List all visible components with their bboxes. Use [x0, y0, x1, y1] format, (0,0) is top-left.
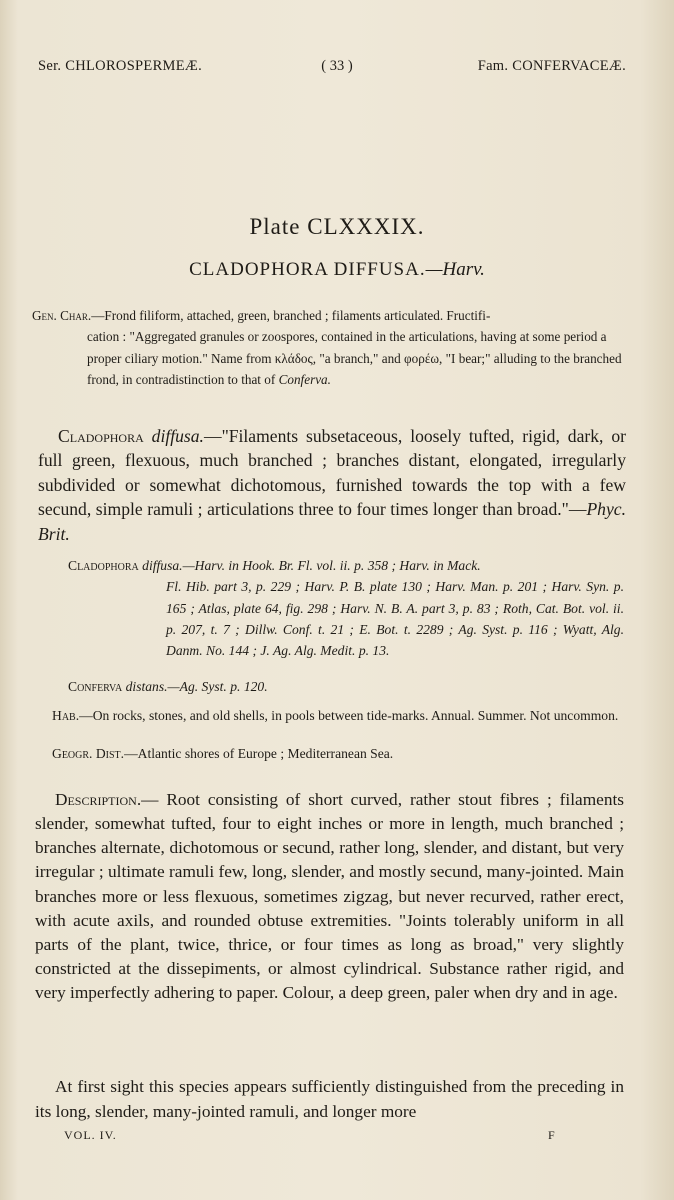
synonymy-line1: diffusa.—Harv. in Hook. Br. Fl. vol. ii. p. 358 ; Harv. in Mack.: [142, 558, 481, 573]
gen-char-label: Gen. Char.: [32, 308, 92, 323]
synonymy-genus: Cladophora: [68, 558, 139, 573]
diagnosis-epithet: diffusa.: [151, 426, 204, 446]
generic-character: [32, 305, 630, 390]
conferva-text: distans.—Ag. Syst. p. 120.: [125, 679, 268, 694]
signature-mark: F: [548, 1128, 555, 1142]
paragraph-2-text: At first sight this species appears sufficiently distinguished from the preceding in its long, slender, many-jointed ramuli, and longer more: [35, 1077, 624, 1121]
diagnosis-source: Phyc. Brit.: [38, 499, 626, 544]
geogr-label: Geogr. Dist.: [52, 746, 125, 761]
running-head-right: Fam. CONFERVACEÆ.: [477, 58, 626, 74]
description: [35, 788, 624, 1005]
description-label: Description.: [55, 790, 142, 809]
plate-title: Plate CLXXXIX.: [249, 214, 425, 239]
species-heading: [0, 259, 674, 281]
conferva-synonym: [68, 679, 268, 695]
species-diagnosis: [38, 424, 626, 546]
gen-char-rest: cation : "Aggregated granules or zoospores, contained in the articulations, having at some period a proper ciliary motion." Name from κλάδος, "a branch," and φορέω, "I bear;" alluding to the branched frond, in contradistinction to that of: [87, 329, 622, 387]
running-head-left: Ser. CHLOROSPERMEÆ.: [38, 58, 203, 74]
species-name: CLADOPHORA DIFFUSA.: [189, 259, 426, 280]
page-number: ( 33 ): [321, 58, 353, 74]
volume-label: VOL. IV.: [64, 1128, 117, 1142]
running-head: [0, 58, 674, 80]
gen-char-conferva: Conferva.: [278, 371, 331, 387]
habitat: [52, 705, 628, 726]
gen-char-line1: —Frond filiform, attached, green, branched ; filaments articulated. Fructifi-: [91, 308, 491, 323]
synonymy-references: Fl. Hib. part 3, p. 229 ; Harv. P. B. plate 130 ; Harv. Man. p. 201 ; Harv. Syn. p. 165 ; Atlas, plate 64, fig. 298 ; Harv. N. B. A. part 3, p. 83 ; Roth, Cat. Bot. vol. ii. p. 207, t. 7 ; Dillw. Conf. t. 21 ; E. Bot. t. 2289 ; Ag. Syst. p. 116 ; Wyatt, Alg. Danm. No. 144 ; J. Ag. Alg. Medit. p. 13.: [166, 579, 624, 659]
synonymy: [68, 555, 624, 661]
hab-text: —On rocks, stones, and old shells, in pools between tide-marks. Annual. Summer. Not uncommon.: [79, 708, 619, 723]
geogr-text: —Atlantic shores of Europe ; Mediterranean Sea.: [124, 746, 394, 761]
diagnosis-genus: Cladophora: [58, 426, 144, 446]
species-authority: —Harv.: [425, 259, 485, 280]
conferva-genus: Conferva: [68, 679, 123, 694]
hab-label: Hab.: [52, 708, 80, 723]
diagnosis-text: —"Filaments subsetaceous, loosely tufted, rigid, dark, or full green, flexuous, much branched ; branches distant, elongated, irregularly subdivided or somewhat dichotomous, furnished towards the top with a few secund, simple ramuli ; articulations three to four times longer than broad."—: [38, 426, 626, 520]
geographic-distribution: [52, 746, 393, 762]
description-text: — Root consisting of short curved, rather stout fibres ; filaments slender, somewhat tufted, four to eight inches or more in length, much branched ; branches alternate, dichotomous or secund, rather long, slender, and distant, but very irregular ; ultimate ramuli few, long, slender, and mostly secund, many-jointed. Main branches more or less flexuous, sometimes zigzag, but never recurved, rather erect, with acute axils, and rounded obtuse extremities. "Joints tolerably uniform in all parts of the plant, twice, thrice, or four times as long as broad," very slightly constricted at the dissepiments, or almost cylindrical. Substance rather rigid, and very imperfectly adhering to paper. Colour, a deep green, paler when dry and in age.: [35, 790, 624, 1003]
paragraph-2: [35, 1074, 624, 1124]
